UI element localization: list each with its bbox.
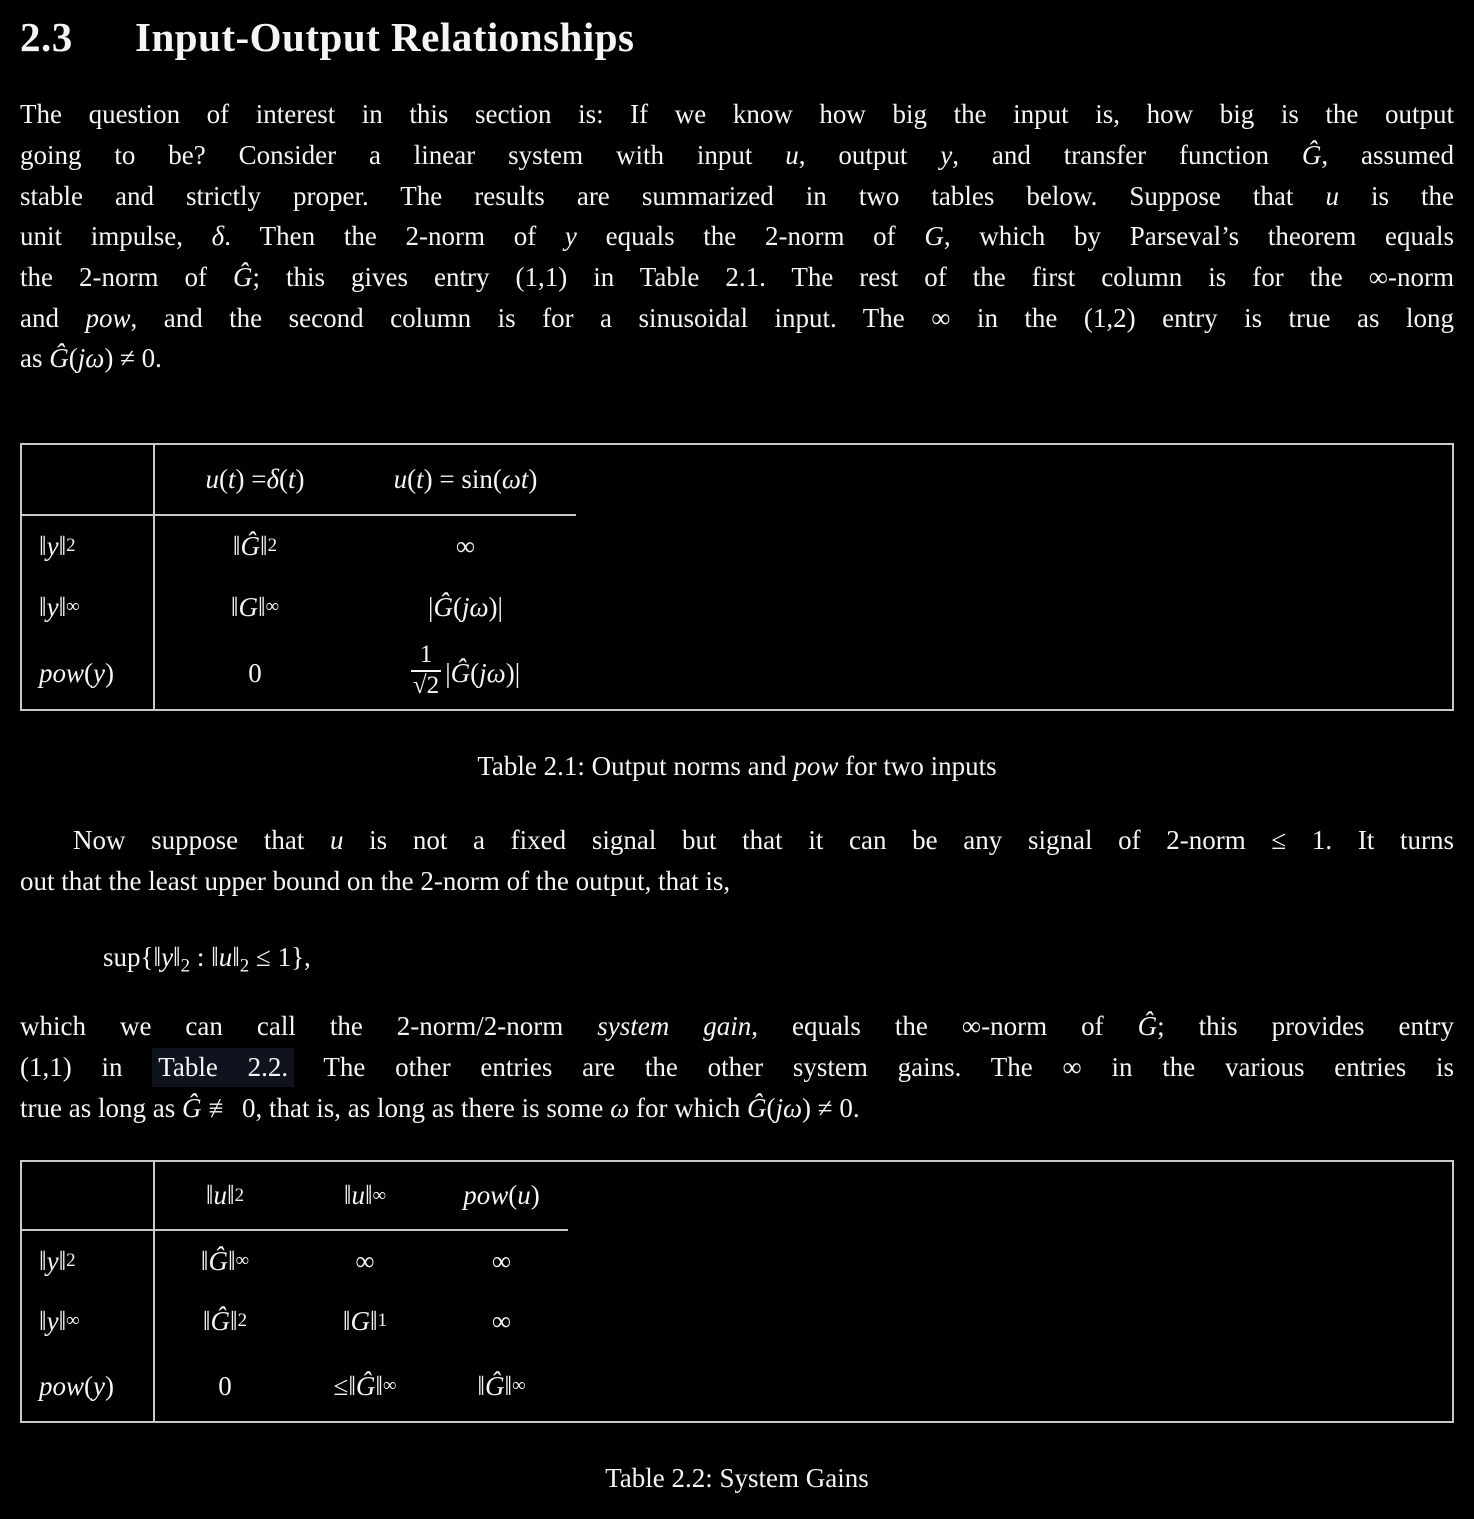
table-corner-cell [22, 445, 155, 516]
text-line: and pow, and the second column is for a sinusoidal input. The ∞ in the (1,2) entry is true as long [20, 302, 1454, 333]
table-cell: ≤ ‖ Ĝ ‖ ∞ [333, 1370, 397, 1401]
section-title: Input-Output Relationships [135, 14, 635, 60]
text-line: The question of interest in this section is: If we know how big the input is, how big is the output [20, 99, 1454, 130]
table-row-label: ‖ y ‖ 2 [22, 1231, 155, 1291]
table-header-cell: u ( t ) = sin( ωt ) [355, 445, 576, 516]
table-header-cell: pow ( u ) [435, 1162, 568, 1231]
table-cell: ∞ [455, 530, 476, 561]
table-cell: | Ĝ ( jω )| [428, 591, 503, 622]
text-line: which we can call the 2-norm/2-norm system gain, equals the ∞-norm of Ĝ; this provides entry [20, 1011, 1455, 1042]
table-header-cell: ‖ u ‖ ∞ [295, 1162, 435, 1231]
section-heading [20, 0, 1454, 62]
text-line: going to be? Consider a linear system with input u, output y, and transfer function Ĝ, assumed [20, 139, 1454, 170]
table-header-cell: ‖ u ‖ 2 [155, 1162, 295, 1231]
table-corner-cell [22, 1162, 155, 1231]
table-cell: ∞ [355, 1245, 375, 1276]
paragraph-2 [20, 820, 1454, 901]
text-line: the 2-norm of Ĝ; this gives entry (1,1) in Table 2.1. The rest of the first column is for the ∞-norm [20, 261, 1454, 292]
table-cell: ∞ [491, 1245, 512, 1276]
text-line: as Ĝ(jω) ≠ 0. [20, 343, 162, 374]
table-header-cell: u ( t ) = δ ( t ) [155, 445, 355, 516]
table-cell: ‖ Ĝ ‖ ∞ [477, 1370, 526, 1401]
paragraph-3 [20, 1006, 1454, 1128]
table-row-label: ‖ y ‖ ∞ [22, 1291, 155, 1351]
table-cell: 0 [218, 1370, 232, 1401]
text-line: (1,1) in Table 2.2. The other entries are the other system gains. The ∞ in the various entries is [20, 1047, 1454, 1088]
table-cell: 0 [248, 658, 262, 688]
table-cell: ∞ [491, 1305, 512, 1336]
table-2-1-caption: Table 2.1: Output norms and pow for two inputs [477, 751, 997, 781]
table-row-label: pow ( y ) [22, 1351, 155, 1421]
text-line: Now suppose that u is not a fixed signal but that it can be any signal of 2-norm ≤ 1. It turns [73, 825, 1455, 855]
text-line: stable and strictly proper. The results are summarized in two tables below. Suppose that u is the [20, 180, 1454, 211]
table-cell: ‖ Ĝ ‖ 2 [202, 1305, 248, 1336]
table-cell: ‖ Ĝ ‖ 2 [232, 530, 278, 561]
fraction: $\frac{1}{√2}$ [412, 641, 440, 699]
text-line: unit impulse, δ. Then the 2-norm of y equals the 2-norm of G, which by Parseval’s theorem equals [20, 221, 1455, 252]
table-cell: ‖ G ‖ 1 [342, 1305, 388, 1336]
table-row-label: ‖ y ‖ 2 [22, 516, 155, 576]
table-row-label: pow ( y ) [22, 638, 155, 709]
table-cell: ‖ Ĝ ‖ ∞ [200, 1245, 250, 1276]
formula-sup-norm: sup{‖y‖2 : ‖u‖2 ≤ 1}, [103, 942, 311, 977]
text-line: out that the least upper bound on the 2-norm of the output, that is, [20, 865, 731, 896]
table-2-2-caption: Table 2.2: System Gains [605, 1463, 869, 1494]
section-number: 2.3 [20, 14, 73, 60]
table-2-2 [20, 1160, 1454, 1423]
table-2-2-link[interactable]: Table 2.2. [152, 1048, 294, 1087]
table-cell: $\frac{1}{√2}$ | Ĝ ( jω )| [412, 641, 521, 699]
table-2-1 [20, 443, 1454, 711]
table-row-label: ‖ y ‖ ∞ [22, 576, 155, 638]
paragraph-1 [20, 94, 1454, 379]
table-cell: ‖ G ‖ ∞ [230, 591, 280, 622]
text-line: true as long as Ĝ ≢ 0, that is, as long as there is some ω for which Ĝ(jω) ≠ 0. [20, 1092, 860, 1123]
